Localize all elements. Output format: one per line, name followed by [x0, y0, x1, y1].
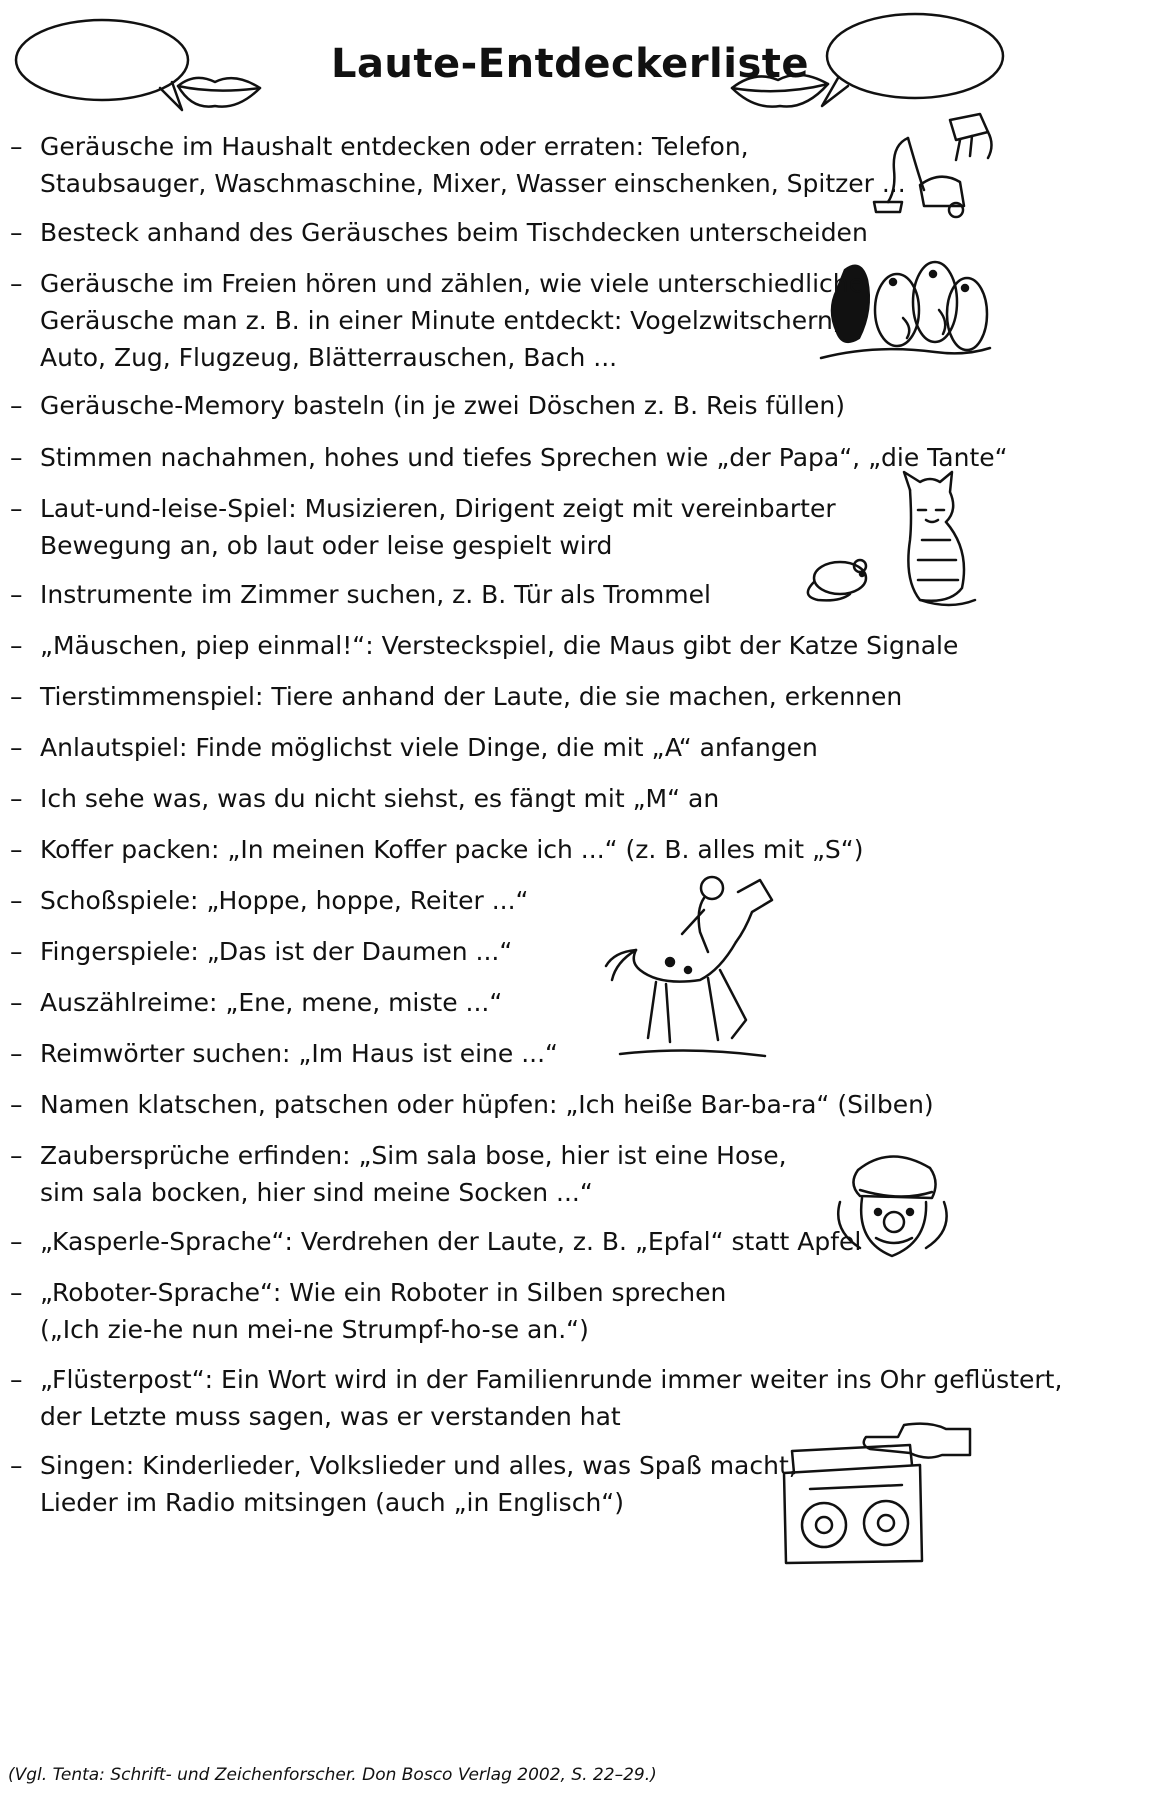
list-item-text: der Letzte muss sagen, was er verstanden hat — [40, 1402, 621, 1431]
bullet-dash: – — [10, 835, 23, 864]
list-item-text: „Mäuschen, piep einmal!“: Versteckspiel, die Maus gibt der Katze Signale — [40, 631, 959, 660]
list-item-text: Instrumente im Zimmer suchen, z. B. Tür als Trommel — [40, 580, 711, 609]
bullet-dash: – — [10, 494, 23, 523]
list-item-text: Geräusche im Freien hören und zählen, wie viele unterschiedliche — [40, 269, 865, 298]
list-item-text: Geräusche-Memory basteln (in je zwei Döschen z. B. Reis füllen) — [40, 391, 846, 420]
bullet-dash: – — [10, 988, 23, 1017]
list-item-text: „Flüsterpost“: Ein Wort wird in der Familienrunde immer weiter ins Ohr geflüstert, — [40, 1365, 1063, 1394]
bullet-dash: – — [10, 132, 23, 161]
bullet-dash: – — [10, 1090, 23, 1119]
bullet-dash: – — [10, 1365, 23, 1394]
bullet-dash: – — [10, 443, 23, 472]
list-item-text: Schoßspiele: „Hoppe, hoppe, Reiter ...“ — [40, 886, 529, 915]
list-item-text: „Roboter-Sprache“: Wie ein Roboter in Silben sprechen — [40, 1278, 727, 1307]
list-item-text: Namen klatschen, patschen oder hüpfen: „Ich heiße Bar-ba-ra“ (Silben) — [40, 1090, 934, 1119]
source-citation: (Vgl. Tenta: Schrift- und Zeichenforscher. Don Bosco Verlag 2002, S. 22–29.) — [8, 1765, 657, 1785]
bullet-dash: – — [10, 269, 23, 298]
list-item-text: Geräusche im Haushalt entdecken oder erraten: Telefon, — [40, 132, 749, 161]
list-item-text: Singen: Kinderlieder, Volkslieder und alles, was Spaß macht, — [40, 1451, 797, 1480]
list-item-text: Auto, Zug, Flugzeug, Blätterrauschen, Bach ... — [40, 343, 618, 372]
list-item-text: Bewegung an, ob laut oder leise gespielt wird — [40, 531, 613, 560]
bullet-dash: – — [10, 733, 23, 762]
bullet-dash: – — [10, 937, 23, 966]
bullet-dash: – — [10, 391, 23, 420]
list-item-text: „Kasperle-Sprache“: Verdrehen der Laute, z. B. „Epfal“ statt Apfel — [40, 1227, 862, 1256]
bullet-dash: – — [10, 580, 23, 609]
list-item-text: Zaubersprüche erfinden: „Sim sala bose, hier ist eine Hose, — [40, 1141, 787, 1170]
list-item-text: sim sala bocken, hier sind meine Socken ...“ — [40, 1178, 593, 1207]
list-item-text: Reimwörter suchen: „Im Haus ist eine ...“ — [40, 1039, 558, 1068]
list-item-text: Auszählreime: „Ene, mene, miste ...“ — [40, 988, 503, 1017]
bullet-dash: – — [10, 682, 23, 711]
bullet-dash: – — [10, 1039, 23, 1068]
bullet-dash: – — [10, 1227, 23, 1256]
bullet-dash: – — [10, 1278, 23, 1307]
list-item-text: Fingerspiele: „Das ist der Daumen ...“ — [40, 937, 513, 966]
bullet-dash: – — [10, 784, 23, 813]
bullet-dash: – — [10, 1451, 23, 1480]
bullet-dash: – — [10, 218, 23, 247]
list-item-text: Ich sehe was, was du nicht siehst, es fängt mit „M“ an — [40, 784, 720, 813]
list-item-text: Besteck anhand des Geräusches beim Tischdecken unterscheiden — [40, 218, 868, 247]
list-item-text: Staubsauger, Waschmaschine, Mixer, Wasser einschenken, Spitzer ... — [40, 169, 906, 198]
bullet-dash: – — [10, 631, 23, 660]
page-title: Laute-Entdeckerliste — [330, 40, 810, 87]
list-item-text: Stimmen nachahmen, hohes und tiefes Sprechen wie „der Papa“, „die Tante“ — [40, 443, 1008, 472]
list-item-text: Geräusche man z. B. in einer Minute entdeckt: Vogelzwitschern, — [40, 306, 841, 335]
list-item-text: Anlautspiel: Finde möglichst viele Dinge, die mit „A“ anfangen — [40, 733, 818, 762]
bullet-dash: – — [10, 886, 23, 915]
list-item-text: („Ich zie-he nun mei-ne Strumpf-ho-se an.“) — [40, 1315, 589, 1344]
list-item-text: Tierstimmenspiel: Tiere anhand der Laute, die sie machen, erkennen — [40, 682, 903, 711]
list-item-text: Laut-und-leise-Spiel: Musizieren, Dirigent zeigt mit vereinbarter — [40, 494, 836, 523]
bullet-dash: – — [10, 1141, 23, 1170]
list-item-text: Lieder im Radio mitsingen (auch „in Englisch“) — [40, 1488, 624, 1517]
list-item-text: Koffer packen: „In meinen Koffer packe ich ...“ (z. B. alles mit „S“) — [40, 835, 864, 864]
